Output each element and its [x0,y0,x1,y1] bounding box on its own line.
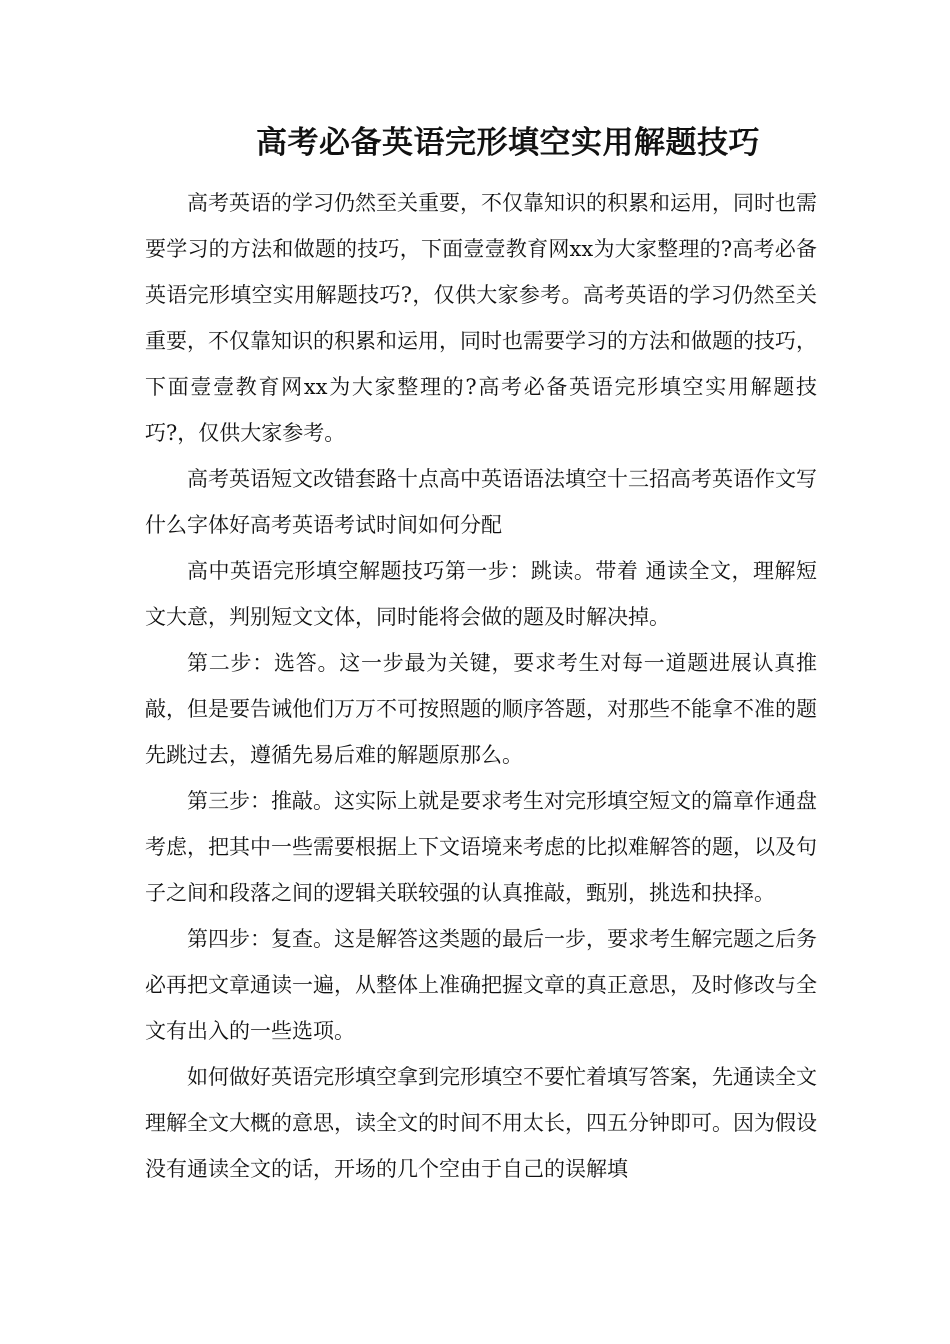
paragraph-step-three: 第三步：推敲。这实际上就是要求考生对完形填空短文的篇章作通盘考虑，把其中一些需要根据上下文语境来考虑的比拟难解答的题，以及句子之间和段落之间的逻辑关联较强的认真推敲，甄别，挑选和抉择。 [145,789,817,905]
document-title: 高考必备英语完形填空实用解题技巧 [256,125,760,161]
paragraph-step-two: 第二步：选答。这一步最为关键，要求考生对每一道题进展认真推敲，但是要告诫他们万万不可按照题的顺序答题，对那些不能拿不准的题先跳过去，遵循先易后难的解题原那么。 [145,651,817,767]
paragraph-step-one: 高中英语完形填空解题技巧第一步：跳读。带着 通读全文，理解短文大意，判别短文文体，同时能将会做的题及时解决掉。 [145,559,817,629]
paragraph-intro: 高考英语的学习仍然至关重要，不仅靠知识的积累和运用，同时也需要学习的方法和做题的技巧，下面壹壹教育网xx为大家整理的?高考必备英语完形填空实用解题技巧?，仅供大家参考。高考英语的学习仍然至关重要，不仅靠知识的积累和运用，同时也需要学习的方法和做题的技巧，下面壹壹教育网xx为大家整理的?高考必备英语完形填空实用解题技巧?，仅供大家参考。 [145,191,817,445]
paragraph-how-to: 如何做好英语完形填空拿到完形填空不要忙着填写答案，先通读全文理解全文大概的意思，读全文的时间不用太长，四五分钟即可。因为假设没有通读全文的话，开场的几个空由于自己的误解填 [145,1065,817,1181]
paragraph-related-links: 高考英语短文改错套路十点高中英语语法填空十三招高考英语作文写什么字体好高考英语考试时间如何分配 [145,467,817,537]
paragraph-step-four: 第四步：复查。这是解答这类题的最后一步，要求考生解完题之后务必再把文章通读一遍，从整体上准确把握文章的真正意思，及时修改与全文有出入的一些选项。 [145,927,817,1043]
document-body [145,180,817,1192]
